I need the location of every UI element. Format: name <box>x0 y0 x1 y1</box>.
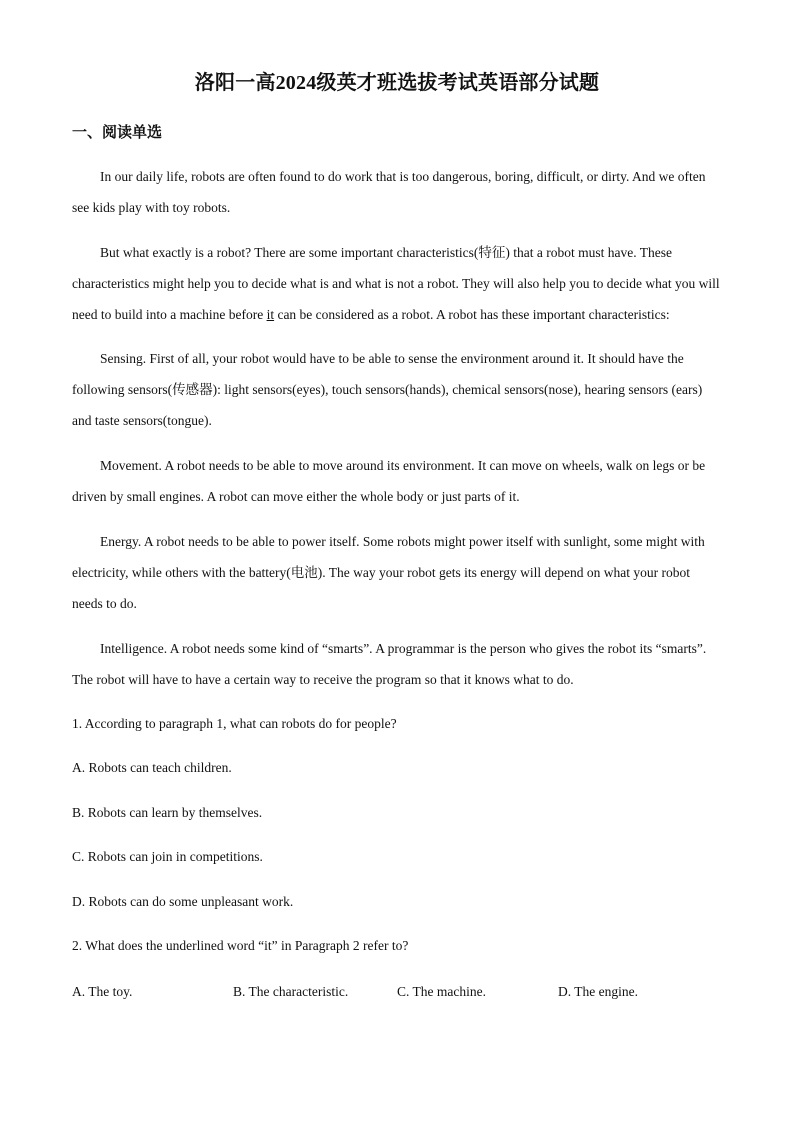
question-2-option-a: A. The toy. <box>72 984 133 999</box>
question-1-stem: 1. According to paragraph 1, what can robots do for people? <box>72 716 397 731</box>
question-2-option-b: B. The characteristic. <box>233 984 349 999</box>
underlined-word-it: it <box>266 307 275 322</box>
question-1-option-c: C. Robots can join in competitions. <box>72 849 263 864</box>
passage-paragraph-1: In our daily life, robots are often found to do work that is too dangerous, boring, difficult, or dirty. And we often see kids play with toy robots. <box>72 169 706 215</box>
passage-paragraph-6: Intelligence. A robot needs some kind of “smarts”. A programmar is the person who gives the robot its “smarts”. The robot will have to have a certain way to receive the program so that it knows what to do. <box>72 641 707 687</box>
section-heading: 一、阅读单选 <box>72 123 163 141</box>
page-title: 洛阳一高2024级英才班选拔考试英语部分试题 <box>194 72 600 94</box>
passage-paragraph-2 <box>72 237 722 330</box>
question-1-option-b: B. Robots can learn by themselves. <box>72 805 263 820</box>
passage-paragraph-5: Energy. A robot needs to be able to power itself. Some robots might power itself with sunlight, some might with electricity, while others with the battery(电池). The way your robot gets its energy will depend on what your robot needs to do. <box>72 534 705 611</box>
question-2-option-d: D. The engine. <box>558 984 638 999</box>
question-1-option-d: D. Robots can do some unpleasant work. <box>72 894 294 909</box>
passage-paragraph-3: Sensing. First of all, your robot would have to be able to sense the environment around it. It should have the following sensors(传感器): light sensors(eyes), touch sensors(hands), chemical sensors(nose), hearing sensors (ears) and taste sensors(tongue). <box>72 351 703 428</box>
question-2-stem: 2. What does the underlined word “it” in Paragraph 2 refer to? <box>72 938 409 953</box>
paragraph-2-text-before: But what exactly is a robot? There are some important characteristics(特征) that a robot must have. These characteristics might help you to decide what is and what is not a robot. They will also help you to decide what you will need to build into a machine before <box>72 245 720 322</box>
question-2-option-c: C. The machine. <box>397 984 486 999</box>
question-1-option-a: A. Robots can teach children. <box>72 760 232 775</box>
passage-paragraph-4: Movement. A robot needs to be able to move around its environment. It can move on wheels, walk on legs or be driven by small engines. A robot can move either the whole body or just parts of it. <box>72 458 706 504</box>
paragraph-2-text-after: can be considered as a robot. A robot has these important characteristics: <box>274 307 670 322</box>
